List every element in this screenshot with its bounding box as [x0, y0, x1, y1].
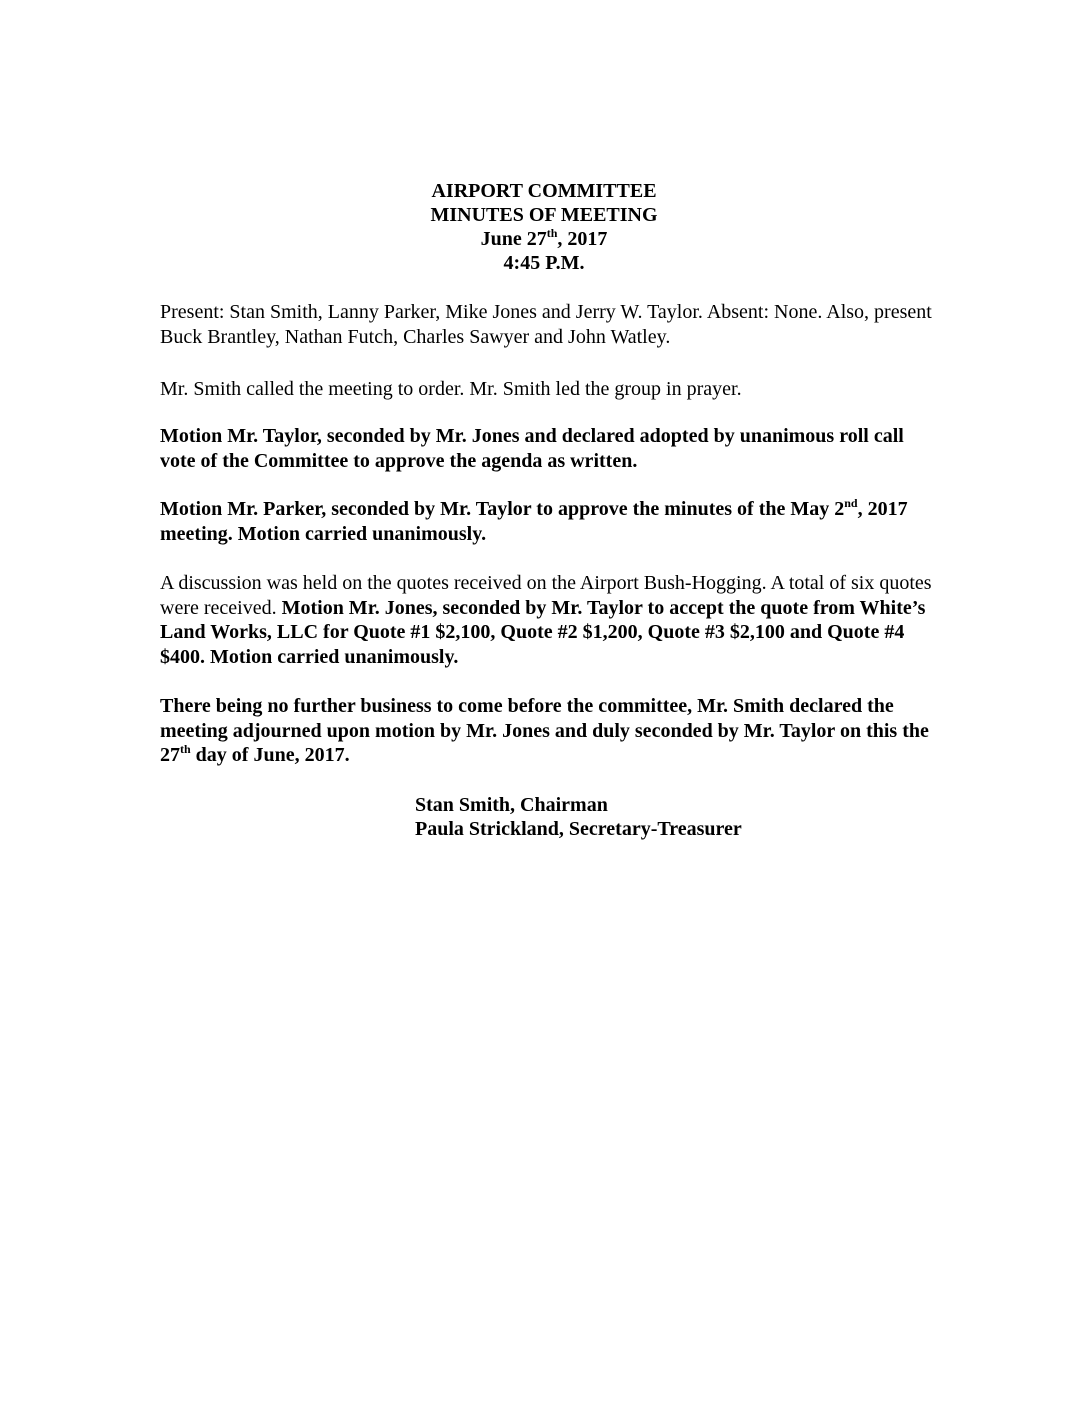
bush-hogging-motion: Motion Mr. Jones, seconded by Mr. Taylor to accept the quote from White’s Land Works, LLC for Quote #1 $2,100, Quote #2 $1,200, Quote #3 $2,100 and Quote #4 $400. Motion carried unanimously. [160, 596, 926, 668]
minutes-title: MINUTES OF MEETING [430, 204, 658, 226]
signature-block [415, 793, 742, 841]
bush-hogging-paragraph [160, 571, 940, 669]
meeting-date-main: June 27 [480, 228, 547, 250]
minutes-motion-text: Motion Mr. Parker, seconded by Mr. Taylor to approve the minutes of the May 2 [160, 498, 845, 520]
chairman-signature: Stan Smith, Chairman [415, 794, 608, 816]
attendance-paragraph: Present: Stan Smith, Lanny Parker, Mike Jones and Jerry W. Taylor. Absent: None. Also, present Buck Brantley, Nathan Futch, Charles Sawyer and John Watley. [160, 301, 932, 348]
minutes-motion-paragraph [160, 497, 940, 546]
adjournment-text: There being no further business to come before the committee, Mr. Smith declared the meeting adjourned upon motion by Mr. Jones and duly seconded by Mr. Taylor on this the 27 [160, 695, 929, 766]
adjournment-paragraph [160, 694, 940, 768]
agenda-motion-paragraph: Motion Mr. Taylor, seconded by Mr. Jones and declared adopted by unanimous roll call vote of the Committee to approve the agenda as written. [160, 425, 904, 472]
bush-hogging-discussion: A discussion was held on the quotes received on the Airport Bush-Hogging. A total of six quotes were received. [160, 572, 932, 619]
call-to-order-paragraph: Mr. Smith called the meeting to order. Mr. Smith led the group in prayer. [160, 378, 742, 400]
meeting-date [0, 227, 1088, 251]
meeting-date-year: , 2017 [557, 228, 608, 250]
secretary-signature: Paula Strickland, Secretary-Treasurer [415, 818, 742, 840]
committee-title: AIRPORT COMMITTEE [431, 180, 657, 202]
minutes-motion-rest: , 2017 meeting. Motion carried unanimously. [160, 498, 908, 545]
adjournment-rest: day of June, 2017. [190, 744, 350, 766]
meeting-time: 4:45 P.M. [503, 252, 585, 274]
minutes-motion-suffix: nd [844, 496, 858, 510]
adjournment-suffix: th [180, 742, 191, 756]
meeting-date-suffix: th [546, 226, 558, 240]
document-header [0, 179, 1088, 275]
